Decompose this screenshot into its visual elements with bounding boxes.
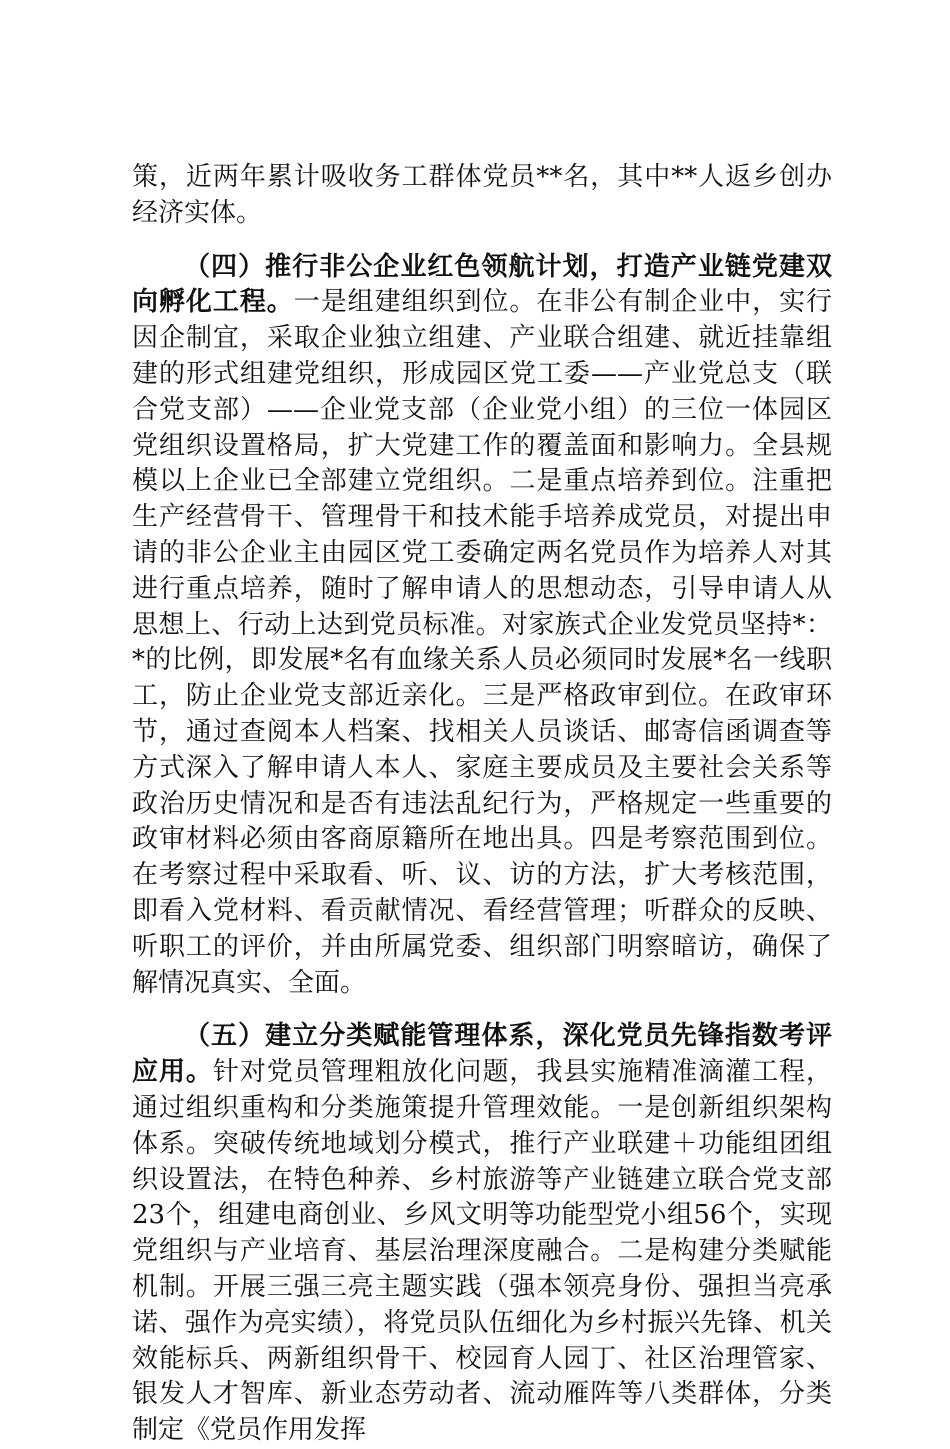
paragraph-3 [132, 1019, 832, 1449]
paragraph-2-body: 一是组建组织到位。在非公有制企业中，实行因企制宜，采取企业独立组建、产业联合组建、就近挂靠组建的形式组建党组织，形成园区党工委——产业党总支（联合党支部）——企业党支部（企业党小组）的三位一体园区党组织设置格局，扩大党建工作的覆盖面和影响力。全县规模以上企业已全部建立党组织。二是重点培养到位。注重把生产经营骨干、管理骨干和技术能手培养成党员，对提出申请的非公企业主由园区党工委确定两名党员作为培养人对其进行重点培养，随时了解申请人的思想动态，引导申请人从思想上、行动上达到党员标准。对家族式企业发党员坚持*：*的比例，即发展*名有血缘关系人员必须同时发展*名一线职工，防止企业党支部近亲化。三是严格政审到位。在政审环节，通过查阅本人档案、找相关人员谈话、邮寄信函调查等方式深入了解申请人本人、家庭主要成员及主要社会关系等政治历史情况和是否有违法乱纪行为，严格规定一些重要的政审材料必须由客商原籍所在地出具。四是考察范围到位。在考察过程中采取看、听、议、访的方法，扩大考核范围，即看入党材料、看贡献情况、看经营管理；听群众的反映、听职工的评价，并由所属党委、组织部门明察暗访，确保了解情况真实、全面。 [132, 287, 832, 998]
paragraph-3-body: 针对党员管理粗放化问题，我县实施精准滴灌工程，通过组织重构和分类施策提升管理效能。一是创新组织架构体系。突破传统地域划分模式，推行产业联建＋功能组团组织设置法，在特色种养、乡村旅游等产业链建立联合党支部23个，组建电商创业、乡风文明等功能型党小组56个，实现党组织与产业培育、基层治理深度融合。二是构建分类赋能机制。开展三强三亮主题实践（强本领亮身份、强担当亮承诺、强作为亮实绩），将党员队伍细化为乡村振兴先锋、机关效能标兵、两新组织骨干、校园育人园丁、社区治理管家、银发人才智库、新业态劳动者、流动雁阵等八类群体，分类制定《党员作用发挥 [132, 1057, 832, 1446]
paragraph-1 [132, 160, 832, 232]
paragraph-2 [132, 250, 832, 1002]
section-heading-5: （五）建立分类赋能管理体系，深化党员先锋指数考评应用。 [132, 1021, 832, 1088]
document-page [132, 160, 832, 1449]
section-heading-4: （四）推行非公企业红色领航计划，打造产业链党建双向孵化工程。 [132, 251, 832, 318]
paragraph-gap [132, 1001, 832, 1019]
paragraph-1-body: 策，近两年累计吸收务工群体党员**名，其中**人返乡创办经济实体。 [132, 162, 832, 228]
paragraph-gap [132, 232, 832, 250]
